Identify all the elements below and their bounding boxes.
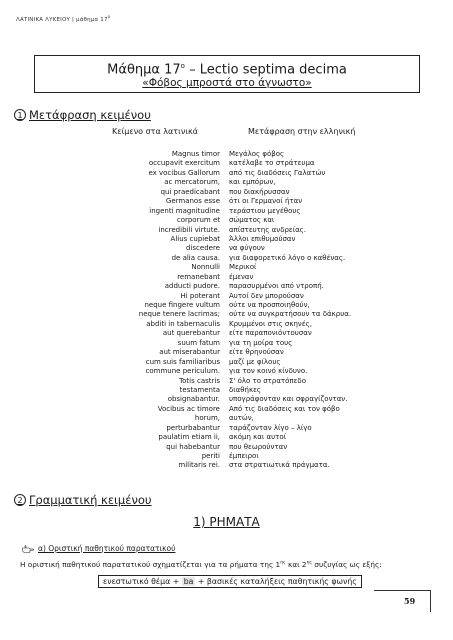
- greek-line: Κρυμμένοι στις σκηνές,: [229, 319, 312, 328]
- running-header: [16, 14, 110, 23]
- greek-line: σώματος και: [229, 216, 275, 225]
- latin-line: Nonnulli: [191, 263, 220, 272]
- footer-rule-vertical: [430, 590, 431, 612]
- greek-line: και εμπόρων,: [229, 178, 276, 187]
- greek-line: κατέλαβε το στράτευμα: [229, 159, 315, 168]
- latin-line: cum suis familiaribus: [145, 357, 220, 366]
- subsection-heading: [22, 544, 175, 553]
- greek-line: μαζί με φίλους: [229, 357, 281, 366]
- latin-line: Magnus timor: [171, 150, 220, 158]
- latin-column: [0, 150, 220, 471]
- pointing-hand-icon: [22, 545, 34, 553]
- greek-line: τεράστιου μεγέθους: [229, 206, 301, 215]
- latin-line: corporum et: [176, 216, 220, 225]
- greek-line: έμεναν: [229, 272, 254, 281]
- latin-line: neque tenere lacrimas;: [138, 310, 220, 319]
- greek-line: έμπειροι: [229, 452, 259, 460]
- greek-line: υπογράφονταν και σφραγίζονταν.: [229, 395, 348, 404]
- greek-line: διαθήκες: [229, 385, 262, 394]
- greek-line: Από τις διαδόσεις και τον φόβο: [229, 404, 340, 413]
- formula-box: [98, 575, 362, 588]
- greek-line: που διακήρυσσαν: [229, 187, 290, 196]
- latin-line: Totis castris: [179, 376, 220, 385]
- greek-line: Άλλοι επιθυμούσαν: [229, 234, 296, 243]
- latin-line: occupavit exercitum: [148, 159, 220, 168]
- greek-line: να φύγουν: [229, 244, 265, 253]
- latin-line: aut miserabantur: [159, 348, 220, 357]
- greek-line: για τον κοινό κίνδυνο.: [229, 367, 308, 376]
- greek-line: από τις διαδόσεις Γαλατών: [229, 168, 326, 177]
- formula-suffix-ba: ba: [183, 577, 194, 586]
- greek-column-header: Μετάφραση στην ελληνική: [248, 127, 356, 136]
- greek-line: παρασυρμένοι από ντροπή.: [229, 282, 324, 291]
- latin-line: obsignabantur.: [167, 395, 220, 404]
- greek-column: [229, 150, 449, 471]
- lesson-title-sup: ο: [180, 62, 185, 70]
- running-header-text: ΛΑΤΙΝΙΚΑ ΛΥΚΕΙΟΥ | μάθημα 17: [16, 16, 108, 23]
- greek-line: ούτε να προσποιηθούν,: [229, 301, 310, 309]
- greek-line: απίστευτης ανδρείας.: [229, 225, 307, 234]
- latin-line: suum fatum: [177, 338, 220, 347]
- latin-line: qui praedicabant: [160, 187, 220, 196]
- latin-line: abditi in tabernaculis: [146, 319, 220, 328]
- latin-line: testamenta: [179, 385, 220, 394]
- latin-line: ingenti magnitudine: [149, 206, 220, 215]
- section-heading-label: Γραμματική κειμένου: [29, 493, 152, 507]
- latin-line: commune periculum.: [145, 367, 220, 376]
- latin-line: incredibili virtute.: [158, 225, 220, 234]
- greek-line: ούτε να συγκρατήσουν τα δάκρυα.: [229, 310, 352, 319]
- formula-part: ενεστωτικό θέμα +: [103, 577, 182, 586]
- latin-line: de alia causa.: [171, 253, 220, 262]
- latin-line: horum,: [194, 414, 220, 423]
- greek-line: στα στρατιωτικά πράγματα.: [229, 461, 330, 470]
- greek-line: Μερικοί: [229, 263, 257, 272]
- page-number: 59: [404, 596, 416, 606]
- greek-line: που θεωρούνταν: [229, 442, 288, 451]
- latin-line: remanebant: [177, 272, 220, 281]
- latin-line: Hi poterant: [180, 291, 220, 300]
- latin-line: ac mercatorum,: [164, 178, 220, 187]
- lesson-title-latin: – Lectio septima decima: [184, 62, 347, 78]
- formula-part: + βασικές καταλήξεις παθητικής φωνής: [195, 577, 357, 586]
- latin-line: neque fingere vultum: [144, 301, 220, 309]
- latin-line: paulatim etiam ii,: [158, 433, 220, 442]
- latin-line: periti: [201, 452, 220, 460]
- lesson-subtitle: «Φόβος μπροστά στο άγνωστο»: [142, 77, 312, 90]
- latin-line: aut querebantur: [162, 329, 220, 338]
- latin-line: Vocibus ac timore: [157, 404, 220, 413]
- grammar-rule-text: [20, 560, 382, 569]
- greek-line: για διαφορετικό λόγο ο καθένας.: [229, 253, 346, 262]
- latin-line: Germanos esse: [165, 197, 220, 206]
- latin-line: adducti pudore.: [164, 282, 220, 291]
- greek-line: ότι οι Γερμανοί ήταν: [229, 197, 303, 206]
- greek-line: Αυτοί δεν μπορούσαν: [229, 291, 304, 300]
- lesson-title-number: Μάθημα 17: [107, 62, 181, 78]
- running-header-sup: ο: [107, 14, 111, 19]
- latin-line: militaris rei.: [178, 461, 220, 470]
- greek-line: Σ' όλο το στρατόπεδο: [229, 376, 306, 385]
- latin-line: Alius cupiebat: [170, 234, 220, 243]
- rule-text-sup: ης: [306, 560, 313, 566]
- subsection-label: α) Οριστική παθητικού παρατατικού: [38, 544, 176, 553]
- latin-line: discedere: [186, 244, 220, 253]
- lesson-title: [35, 59, 419, 77]
- section-number-badge: 2: [14, 494, 26, 506]
- greek-line: ταράζονταν λίγο – λίγο: [229, 423, 312, 432]
- latin-line: ex vocibus Gallorum: [148, 168, 220, 177]
- latin-line: qui habebantur: [166, 442, 220, 451]
- rule-text-part: συζυγίας ως εξής:: [312, 560, 382, 569]
- greek-line: αυτών,: [229, 414, 254, 423]
- greek-line: ακόμη και αυτοί: [229, 433, 287, 442]
- rule-text-part: Η οριστική παθητικού παρατατικού σχηματίζεται για τα ρήματα της 1: [20, 560, 281, 569]
- greek-line: για τη μοίρα τους: [229, 338, 293, 347]
- grammar-topic-title: 1) ΡΗΜΑΤΑ: [193, 515, 260, 529]
- section-heading-translation: [14, 108, 151, 122]
- greek-line: Μεγάλος φόβος: [229, 150, 285, 158]
- lesson-title-box: [34, 55, 420, 93]
- footer-rule: [374, 590, 430, 591]
- greek-line: είτε θρηνούσαν: [229, 348, 284, 357]
- section-number-badge: 1: [14, 109, 26, 121]
- latin-column-header: Κείμενο στα λατινικά: [112, 127, 198, 136]
- latin-line: perturbabantur: [166, 423, 220, 432]
- section-heading-grammar: [14, 493, 152, 507]
- greek-line: είτε παραπονιόντουσαν: [229, 329, 312, 338]
- rule-text-part: και 2: [285, 560, 307, 569]
- rule-text-sup: ης: [280, 560, 286, 566]
- section-heading-label: Μετάφραση κειμένου: [29, 108, 151, 122]
